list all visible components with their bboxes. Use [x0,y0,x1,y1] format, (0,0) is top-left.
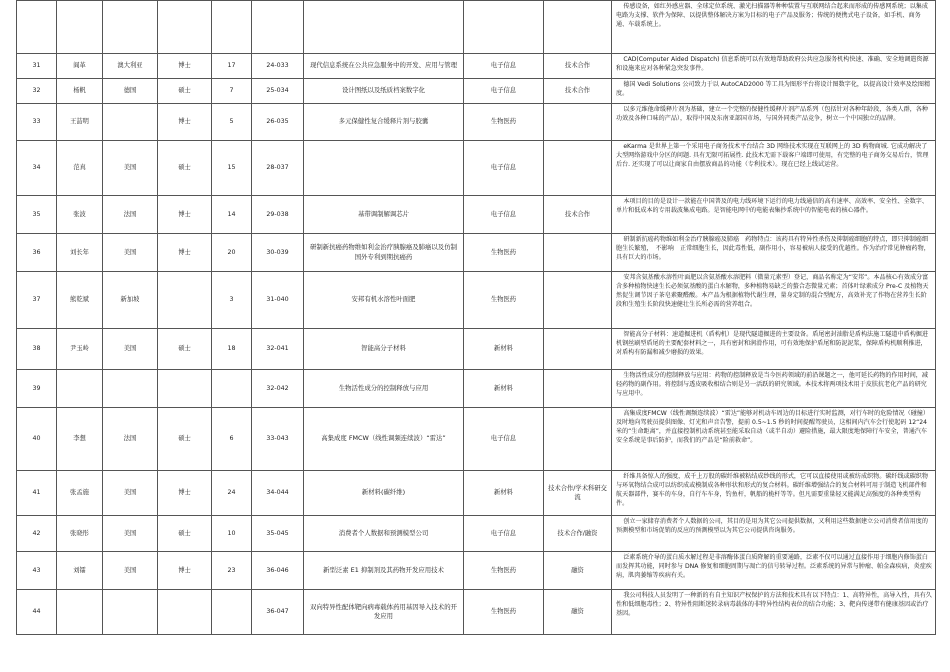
cell-coop [544,141,612,196]
cell-project: 高集成度 FMCW（线性调频连续波）“雷达” [304,408,464,471]
table-row [17,329,936,370]
cell-degree [158,370,212,408]
cell-coop [544,370,612,408]
cell-name: 刘镭 [57,552,103,590]
cell-country: 美国 [103,471,158,516]
cell-degree: 博士 [158,552,212,590]
cell-project: 设计图纸以及纸质档案数字化 [304,79,464,104]
table-row [17,516,936,552]
cell-country [103,104,158,141]
cell-years: 24 [212,471,252,516]
cell-coop [544,104,612,141]
table-row [17,272,936,329]
cell-desc: 生物活性成分的控制释放与应用：药物的控制释放是当今医药领域的前沿课题之一，他可延长药物的作用时间，减轻药物的副作用。将控制与透皮吸收相结合则是另一活跃的研究领域。本技术将两项技术用于皮肤抗老化产品的研究与应用中。 [612,370,936,408]
cell-degree [158,590,212,635]
cell-coop [544,234,612,272]
cell-code: 30-039 [252,234,304,272]
cell-no: 35 [17,196,57,234]
table-row [17,234,936,272]
cell-name: 尹玉岭 [57,329,103,370]
cell-no: 32 [17,79,57,104]
cell-desc: 安邦含氨基酸水溶性叶面肥以含氨基酸水溶肥料（微量元素型）登记，商品名称定为“安邦”。本品核心有效成分富含多种植物快速生长必须氨基酸的蛋白水解物，多种植物易缺乏的螯合态微量元素；首体叶绿素成分 Pre-C 及植物天然促生调节因子茶皂素聚醛酸。本产品为根据植物代谢生理，量身定制的混合型配方，高效补充了作物在营养生长阶段和生殖生长阶段快速健壮生长所必需的营养组合。 [612,272,936,329]
cell-years: 10 [212,516,252,552]
cell-desc: 我公司科技人员发明了一种新的有自主知识产权保护的方法和技术具有以下特点：1、高特异性，高导入性，具有久性和低细胞毒性；2、特异性阻断迷转录病毒载体的非特异性结构表位的结合功能；3、靶向传递带有健康基因或治疗基因。 [612,590,936,635]
cell-name: 王喆明 [57,104,103,141]
cell-field: 生物医药 [464,104,544,141]
cell-project [304,1,464,54]
cell-field: 电子信息 [464,79,544,104]
cell-degree: 博士 [158,196,212,234]
cell-years: 5 [212,104,252,141]
cell-code: 28-037 [252,141,304,196]
cell-desc: 高集成度FMCW（线性调频连续波）“雷达”能够对机动车周边的目标进行实时监测，对行车时的危险情况（碰撞）及时地向驾驶员提供图像、灯光和声音告警，提前 0.5~1.5 秒的时间提醒驾驶员，这相间内汽车会行使起码 12“24 米的“生命距离”，并直接控制机动系统甚至能采取自动（或半自动）避险措施，最大限度地保障行车安全，普通汽车安全系统是事后防护，而我们的产品是“险前救命”。 [612,408,936,471]
cell-degree: 博士 [158,471,212,516]
cell-country [103,370,158,408]
cell-name [57,1,103,54]
cell-coop: 技术合作/融资 [544,516,612,552]
cell-coop: 技术合作 [544,54,612,79]
cell-code: 24-033 [252,54,304,79]
cell-no: 39 [17,370,57,408]
cell-desc: 纤维具备惊人的强度，成千上万股的碳纤维被粘结成纱线的形式，它可以直接使用或被纺成织物。碳纤线或碳织物与环氧物结合成可以纺织成或模制成各种形状和形式的复合材料。碳纤维增强结合的复合材料可用于制造飞机部件和航天器部件，赛车的车身，自行车车身，钓鱼杆，帆船的桅杆等等。但凡需要重量轻又能满足高强度的各种类型构件。 [612,471,936,516]
cell-country: 美国 [103,516,158,552]
cell-country: 美国 [103,329,158,370]
cell-code: 25-034 [252,79,304,104]
cell-degree [158,272,212,329]
cell-no: 43 [17,552,57,590]
cell-desc: 传感设备，如红外感应器、全球定位系统、激光扫描器等种种装置与互联网结合起来而形成的传感网系统；以集成电路为支撑、软件为保障、以提供整体解决方案为目标的电子产品及服务；传统的便携式电子设备，如手机、商务通、车载系统上。 [612,1,936,54]
cell-desc: 创立一家储存消费者个人数据的公司，其目的是用为其它公司提供数据，又利用这些数据建立公司消费者信用度的预测模型和市场促销的反应的预测模型以为其它公司提供咨询服务。 [612,516,936,552]
cell-project: 新材料(碳纤维) [304,471,464,516]
cell-name [57,590,103,635]
table-row [17,104,936,141]
cell-field: 生物医药 [464,590,544,635]
table-row [17,590,936,635]
cell-degree: 硕士 [158,516,212,552]
cell-project: 新型泛素 E1 抑制剂及其药物开发应用技术 [304,552,464,590]
cell-desc: 以多元维他命缓释片剂为基础，建立一个完整的保健性缓释片剂产品系列（包括针对各种年龄段，各类人群，各种功效及各种口味的产品），取得中国及东南亚部国市场，与国外同类产品竞争，树立一个中国独立的品牌。 [612,104,936,141]
cell-degree: 博士 [158,104,212,141]
cell-country: 法国 [103,196,158,234]
cell-no: 36 [17,234,57,272]
cell-code: 35-045 [252,516,304,552]
cell-coop [544,408,612,471]
table-row [17,1,936,54]
cell-desc: 泛素系统介导的蛋白质水解过程是非溶酶体蛋白质降解的重要通路，泛素不仅可以通过直接作用于细胞内修饰蛋白而发挥其功能，同时参与 DNA 修复和细胞周期与凋亡的信号转导过程。泛素系统的异常与肿瘤、帕金森疾病，炎症疾病，肌肉萎缩等疾病有关。 [612,552,936,590]
cell-years: 6 [212,408,252,471]
cell-no: 31 [17,54,57,79]
cell-coop [544,329,612,370]
cell-project [304,141,464,196]
cell-no: 40 [17,408,57,471]
cell-project: 研制新抗癌药物维如利金治疗胰腺癌及肺癌以及仿制国外专利到期抗癌药 [304,234,464,272]
table-row [17,79,936,104]
cell-country: 澳大利亚 [103,54,158,79]
cell-degree: 硕士 [158,141,212,196]
cell-degree: 博士 [158,234,212,272]
table-row [17,196,936,234]
cell-degree: 硕士 [158,79,212,104]
cell-name: 熊乾斌 [57,272,103,329]
cell-field: 新材料 [464,329,544,370]
cell-code: 34-044 [252,471,304,516]
cell-coop: 融资 [544,590,612,635]
cell-country: 美国 [103,552,158,590]
cell-no: 44 [17,590,57,635]
cell-years [212,590,252,635]
cell-project: 多元保健性复合缓释片剂与胶囊 [304,104,464,141]
cell-years: 14 [212,196,252,234]
cell-no [17,1,57,54]
cell-coop: 技术合作 [544,79,612,104]
cell-name: 杨帆 [57,79,103,104]
cell-country [103,590,158,635]
cell-name: 张晓彤 [57,516,103,552]
cell-desc: CAD(Computer Aided Dispatch) 信息系统可以有效地帮助政府公共应急服务机构快速、准确、安全地调遣资源和设施来应对各种紧急突发事件。 [612,54,936,79]
cell-field: 电子信息 [464,408,544,471]
table-row [17,408,936,471]
cell-country: 美国 [103,234,158,272]
cell-no: 42 [17,516,57,552]
cell-degree: 博士 [158,54,212,79]
cell-name: 张波 [57,196,103,234]
cell-project: 消费者个人数据和预测模型公司 [304,516,464,552]
cell-project: 安邦有机水溶性叶面肥 [304,272,464,329]
cell-desc: 本项目的目的是设计一款能在中国普及的电力线环境下运行的电力线通信的高有速率、高效率、安全性、全数字、单片和低成本的专用载波集成电路。是智能电网中的电能表集抄系统中的智能电表的核心器件。 [612,196,936,234]
cell-field: 电子信息 [464,54,544,79]
cell-desc: 研制新抗癌药物维如利金治疗胰腺癌及肺癌 药物特点：该药具有特异性杀伤及抑制癌细胞的特点，即只抑制癌细胞生长繁殖， 不影响 正常细胞生长，因此毒性低，副作用小，容易被病人接受的优越性。作为治疗常见肿瘤药物，具有巨大的市场。 [612,234,936,272]
table-row [17,54,936,79]
cell-coop: 融资 [544,552,612,590]
cell-code [252,1,304,54]
cell-coop [544,1,612,54]
cell-coop: 技术合作/学术科研交流 [544,471,612,516]
cell-project: 双向特异性配体靶向病毒载体药用基因导入技术的开发应用 [304,590,464,635]
table-row [17,141,936,196]
table-body [17,1,936,635]
cell-name: 刘长年 [57,234,103,272]
cell-country: 美国 [103,141,158,196]
cell-desc: 德国 Vedi Solutions 公司致力于以 AutoCAD2000 等工具为图形平台将设计图数字化，以提高设计效率及绘图精度。 [612,79,936,104]
cell-name: 阎革 [57,54,103,79]
cell-no: 41 [17,471,57,516]
expert-project-table [16,0,936,635]
cell-code: 33-043 [252,408,304,471]
cell-desc: 智能高分子材料：速道掘进机（盾构机）是现代隧道掘进的主要设备。盾尾密封油脂是盾构法施工隧道中盾构掘进机钢丝刷型盾尾的主要配套材料之一，具有密封和润滑作用，可有效地保护盾尾和防泥泥浆，保障盾构机顺利推进，对盾构有防漏和减少磨损的效果。 [612,329,936,370]
cell-code: 29-038 [252,196,304,234]
cell-degree: 硕士 [158,408,212,471]
cell-name: 李想 [57,408,103,471]
cell-country: 法国 [103,408,158,471]
cell-field: 新材料 [464,370,544,408]
cell-name: 范真 [57,141,103,196]
cell-years [212,370,252,408]
table-row [17,370,936,408]
cell-field: 生物医药 [464,552,544,590]
cell-no: 34 [17,141,57,196]
cell-years: 7 [212,79,252,104]
cell-code: 31-040 [252,272,304,329]
cell-name: 张孟施 [57,471,103,516]
cell-years: 15 [212,141,252,196]
cell-country: 德国 [103,79,158,104]
cell-code: 36-046 [252,552,304,590]
cell-years: 3 [212,272,252,329]
cell-code: 32-041 [252,329,304,370]
cell-field: 电子信息 [464,141,544,196]
table-row [17,552,936,590]
cell-code: 26-035 [252,104,304,141]
cell-field: 新材料 [464,471,544,516]
cell-country: 新加坡 [103,272,158,329]
cell-field: 生物医药 [464,234,544,272]
cell-years: 18 [212,329,252,370]
cell-field: 电子信息 [464,516,544,552]
cell-years: 20 [212,234,252,272]
cell-years: 23 [212,552,252,590]
cell-degree [158,1,212,54]
cell-field: 电子信息 [464,196,544,234]
cell-code: 36-047 [252,590,304,635]
cell-coop: 技术合作 [544,196,612,234]
cell-project: 基带调制解调芯片 [304,196,464,234]
cell-project: 生物活性成分的控制释放与应用 [304,370,464,408]
cell-name [57,370,103,408]
cell-years: 17 [212,54,252,79]
cell-project: 现代信息系统在公共应急服务中的开发、应用与管理 [304,54,464,79]
cell-code: 32-042 [252,370,304,408]
cell-project: 智能高分子材料 [304,329,464,370]
cell-field [464,1,544,54]
cell-years [212,1,252,54]
cell-field: 生物医药 [464,272,544,329]
cell-degree: 硕士 [158,329,212,370]
cell-country [103,1,158,54]
cell-no: 33 [17,104,57,141]
table-row [17,471,936,516]
cell-desc: eKarma 是世界上第一个采用电子商务技术平台结合 3D 网络技术实现在互联网上的 3D 购物商城. 它成功解决了大型网络游戏中分区的问题. 具有无限可拓展性. 此技术无需下载客户端即可使用，有完整的电子商务交易后台，管理后台. 还实现了可以让商家自由摆放商品的功能（专利技术）。现在已经上线试运营。 [612,141,936,196]
cell-no: 37 [17,272,57,329]
cell-coop [544,272,612,329]
cell-no: 38 [17,329,57,370]
